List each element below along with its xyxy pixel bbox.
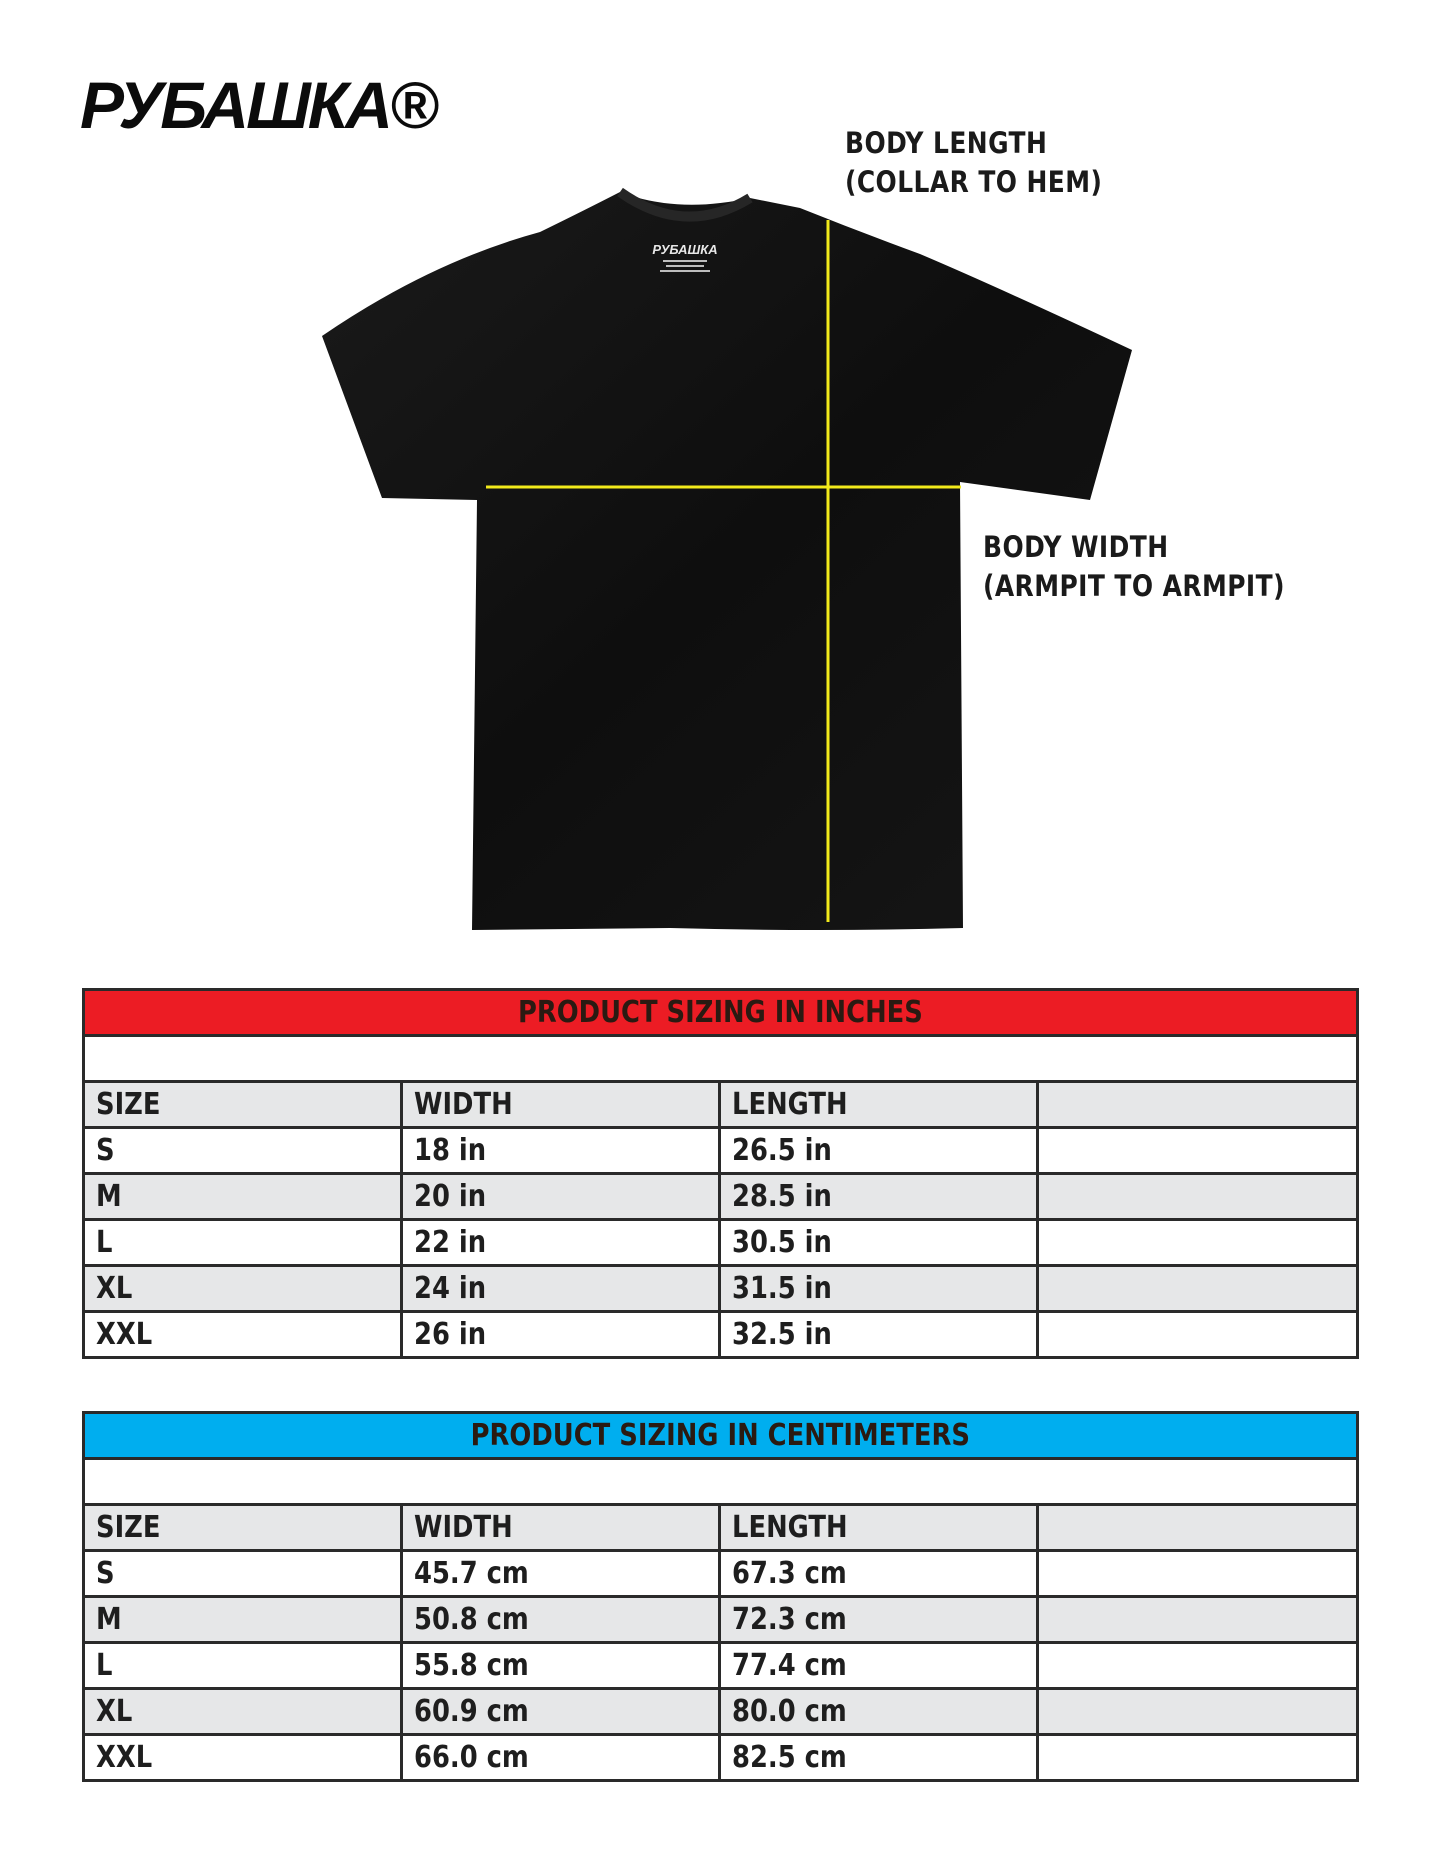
width-cell: 20 in	[403, 1175, 721, 1221]
size-cell: XXL	[85, 1313, 403, 1356]
empty-cell	[1039, 1644, 1356, 1690]
column-header-size: SIZE	[85, 1083, 403, 1129]
table-header-centimeters	[85, 1414, 1356, 1460]
empty-cell	[1039, 1690, 1356, 1736]
sizing-table-centimeters	[82, 1411, 1359, 1782]
width-cell: 26 in	[403, 1313, 721, 1356]
length-cell: 30.5 in	[721, 1221, 1039, 1267]
table-grid-inches	[85, 1083, 1356, 1356]
length-cell: 77.4 cm	[721, 1644, 1039, 1690]
column-header-empty	[1039, 1506, 1356, 1552]
column-header-size: SIZE	[85, 1506, 403, 1552]
width-cell: 18 in	[403, 1129, 721, 1175]
tshirt-neck-label-lines	[663, 260, 707, 262]
column-header-width: WIDTH	[403, 1506, 721, 1552]
width-cell: 66.0 cm	[403, 1736, 721, 1779]
tshirt-neck-label-line-3	[660, 270, 710, 272]
table-title-centimeters: PRODUCT SIZING IN CENTIMETERS	[470, 1418, 971, 1453]
width-cell: 55.8 cm	[403, 1644, 721, 1690]
length-cell: 32.5 in	[721, 1313, 1039, 1356]
size-cell: L	[85, 1221, 403, 1267]
body-length-label: BODY LENGTH	[845, 126, 1048, 160]
size-cell: M	[85, 1598, 403, 1644]
length-cell: 80.0 cm	[721, 1690, 1039, 1736]
column-header-length: LENGTH	[721, 1506, 1039, 1552]
empty-cell	[1039, 1267, 1356, 1313]
empty-cell	[1039, 1736, 1356, 1779]
size-cell: S	[85, 1129, 403, 1175]
width-cell: 50.8 cm	[403, 1598, 721, 1644]
length-cell: 28.5 in	[721, 1175, 1039, 1221]
length-cell: 31.5 in	[721, 1267, 1039, 1313]
width-cell: 22 in	[403, 1221, 721, 1267]
sizing-table-inches	[82, 988, 1359, 1359]
tshirt-image	[300, 180, 1160, 950]
empty-cell	[1039, 1598, 1356, 1644]
width-cell: 60.9 cm	[403, 1690, 721, 1736]
body-width-label: BODY WIDTH	[983, 530, 1169, 564]
column-header-length: LENGTH	[721, 1083, 1039, 1129]
length-cell: 67.3 cm	[721, 1552, 1039, 1598]
size-cell: XL	[85, 1690, 403, 1736]
body-length-note: (COLLAR TO HEM)	[845, 165, 1103, 199]
width-cell: 45.7 cm	[403, 1552, 721, 1598]
column-header-empty	[1039, 1083, 1356, 1129]
length-cell: 26.5 in	[721, 1129, 1039, 1175]
table-header-inches	[85, 991, 1356, 1037]
size-cell: M	[85, 1175, 403, 1221]
brand-logo: РУБАШКА®	[80, 68, 436, 142]
empty-cell	[1039, 1175, 1356, 1221]
size-cell: XL	[85, 1267, 403, 1313]
table-spacer-row	[85, 1037, 1356, 1083]
empty-cell	[1039, 1313, 1356, 1356]
table-grid-centimeters	[85, 1506, 1356, 1779]
empty-cell	[1039, 1221, 1356, 1267]
size-cell: S	[85, 1552, 403, 1598]
tshirt-neck-label-line-2	[666, 265, 704, 267]
table-spacer-row	[85, 1460, 1356, 1506]
body-width-note: (ARMPIT TO ARMPIT)	[983, 569, 1285, 603]
table-title-inches: PRODUCT SIZING IN INCHES	[518, 995, 923, 1030]
tshirt-body	[322, 192, 1132, 930]
column-header-width: WIDTH	[403, 1083, 721, 1129]
empty-cell	[1039, 1129, 1356, 1175]
size-cell: L	[85, 1644, 403, 1690]
length-cell: 82.5 cm	[721, 1736, 1039, 1779]
width-cell: 24 in	[403, 1267, 721, 1313]
length-cell: 72.3 cm	[721, 1598, 1039, 1644]
tshirt-neck-label: РУБАШКА	[652, 242, 718, 257]
size-cell: XXL	[85, 1736, 403, 1779]
empty-cell	[1039, 1552, 1356, 1598]
